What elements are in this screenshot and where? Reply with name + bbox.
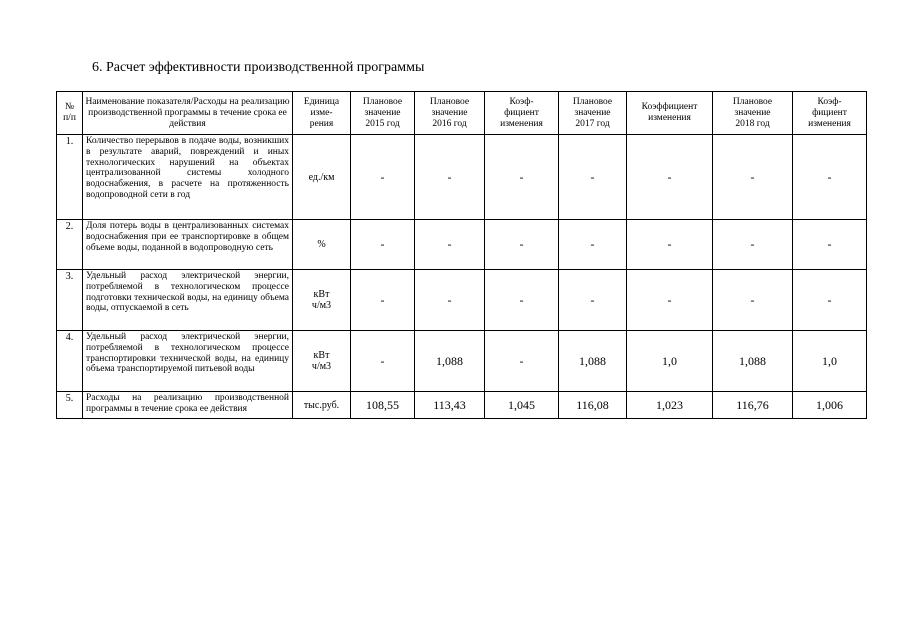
value-cell: 1,088 [559, 331, 627, 392]
col-header-name: Наименование показателя/Расходы на реализацию производственной программы в течение срока ее действия [83, 92, 293, 135]
value-cell: 116,08 [559, 392, 627, 419]
col-header-coef-2016: Коэф- фициент изменения [485, 92, 559, 135]
col-header-number: № п/п [57, 92, 83, 135]
col-header-plan-2017: Плановое значение 2017 год [559, 92, 627, 135]
value-cell: - [559, 270, 627, 331]
value-cell: 1,006 [793, 392, 867, 419]
value-cell: - [627, 270, 713, 331]
col-header-coef-2018: Коэф- фициент изменения [793, 92, 867, 135]
unit-cell: тыс.руб. [293, 392, 351, 419]
row-number: 3. [57, 270, 83, 331]
value-cell: 1,088 [415, 331, 485, 392]
value-cell: - [713, 270, 793, 331]
value-cell: 1,023 [627, 392, 713, 419]
value-cell: - [485, 220, 559, 270]
value-cell: - [559, 220, 627, 270]
efficiency-table [56, 91, 867, 419]
value-cell: - [351, 220, 415, 270]
table-row [57, 392, 867, 419]
value-cell: - [627, 135, 713, 220]
table-row [57, 331, 867, 392]
value-cell: - [793, 270, 867, 331]
table-row [57, 135, 867, 220]
table-row [57, 220, 867, 270]
value-cell: 113,43 [415, 392, 485, 419]
row-number: 1. [57, 135, 83, 220]
section-heading: 6. Расчет эффективности производственной программы [92, 60, 425, 75]
value-cell: - [351, 270, 415, 331]
row-number: 2. [57, 220, 83, 270]
col-header-coef-2017: Коэффициент изменения [627, 92, 713, 135]
indicator-name: Доля потерь воды в централизованных системах водоснабжения при ее транспортировке в общем объеме воды, поданной в водопроводную сеть [83, 220, 293, 270]
value-cell: 108,55 [351, 392, 415, 419]
col-header-unit: Единица изме- рения [293, 92, 351, 135]
unit-cell: кВт ч/м3 [293, 331, 351, 392]
indicator-name: Расходы на реализацию производственной программы в течение срока ее действия [83, 392, 293, 419]
value-cell: - [713, 220, 793, 270]
table-row [57, 270, 867, 331]
value-cell: - [793, 220, 867, 270]
table-header-row [57, 92, 867, 135]
col-header-plan-2015: Плановое значение 2015 год [351, 92, 415, 135]
value-cell: - [627, 220, 713, 270]
value-cell: 1,045 [485, 392, 559, 419]
value-cell: - [485, 135, 559, 220]
col-header-plan-2016: Плановое значение 2016 год [415, 92, 485, 135]
value-cell: - [415, 220, 485, 270]
unit-cell: ед./км [293, 135, 351, 220]
indicator-name: Удельный расход электрической энергии, потребляемой в технологическом процессе подготовки технической воды, на единицу объема воды, отпускаемой в сеть [83, 270, 293, 331]
value-cell: - [415, 270, 485, 331]
value-cell: 1,0 [627, 331, 713, 392]
value-cell: 116,76 [713, 392, 793, 419]
value-cell: - [793, 135, 867, 220]
col-header-plan-2018: Плановое значение 2018 год [713, 92, 793, 135]
unit-cell: кВт ч/м3 [293, 270, 351, 331]
value-cell: - [713, 135, 793, 220]
value-cell: - [415, 135, 485, 220]
value-cell: 1,0 [793, 331, 867, 392]
value-cell: - [559, 135, 627, 220]
row-number: 4. [57, 331, 83, 392]
unit-cell: % [293, 220, 351, 270]
value-cell: - [485, 270, 559, 331]
row-number: 5. [57, 392, 83, 419]
indicator-name: Удельный расход электрической энергии, потребляемой в технологическом процессе транспортировки технической воды, на единицу объема транспортируемой питьевой воды [83, 331, 293, 392]
value-cell: - [351, 331, 415, 392]
value-cell: - [485, 331, 559, 392]
indicator-name: Количество перерывов в подаче воды, возникших в результате аварий, повреждений и иных технологических нарушений на объектах централизованной системы холодного водоснабжения, в расчете на протяженность водопроводной сети в год [83, 135, 293, 220]
value-cell: 1,088 [713, 331, 793, 392]
value-cell: - [351, 135, 415, 220]
